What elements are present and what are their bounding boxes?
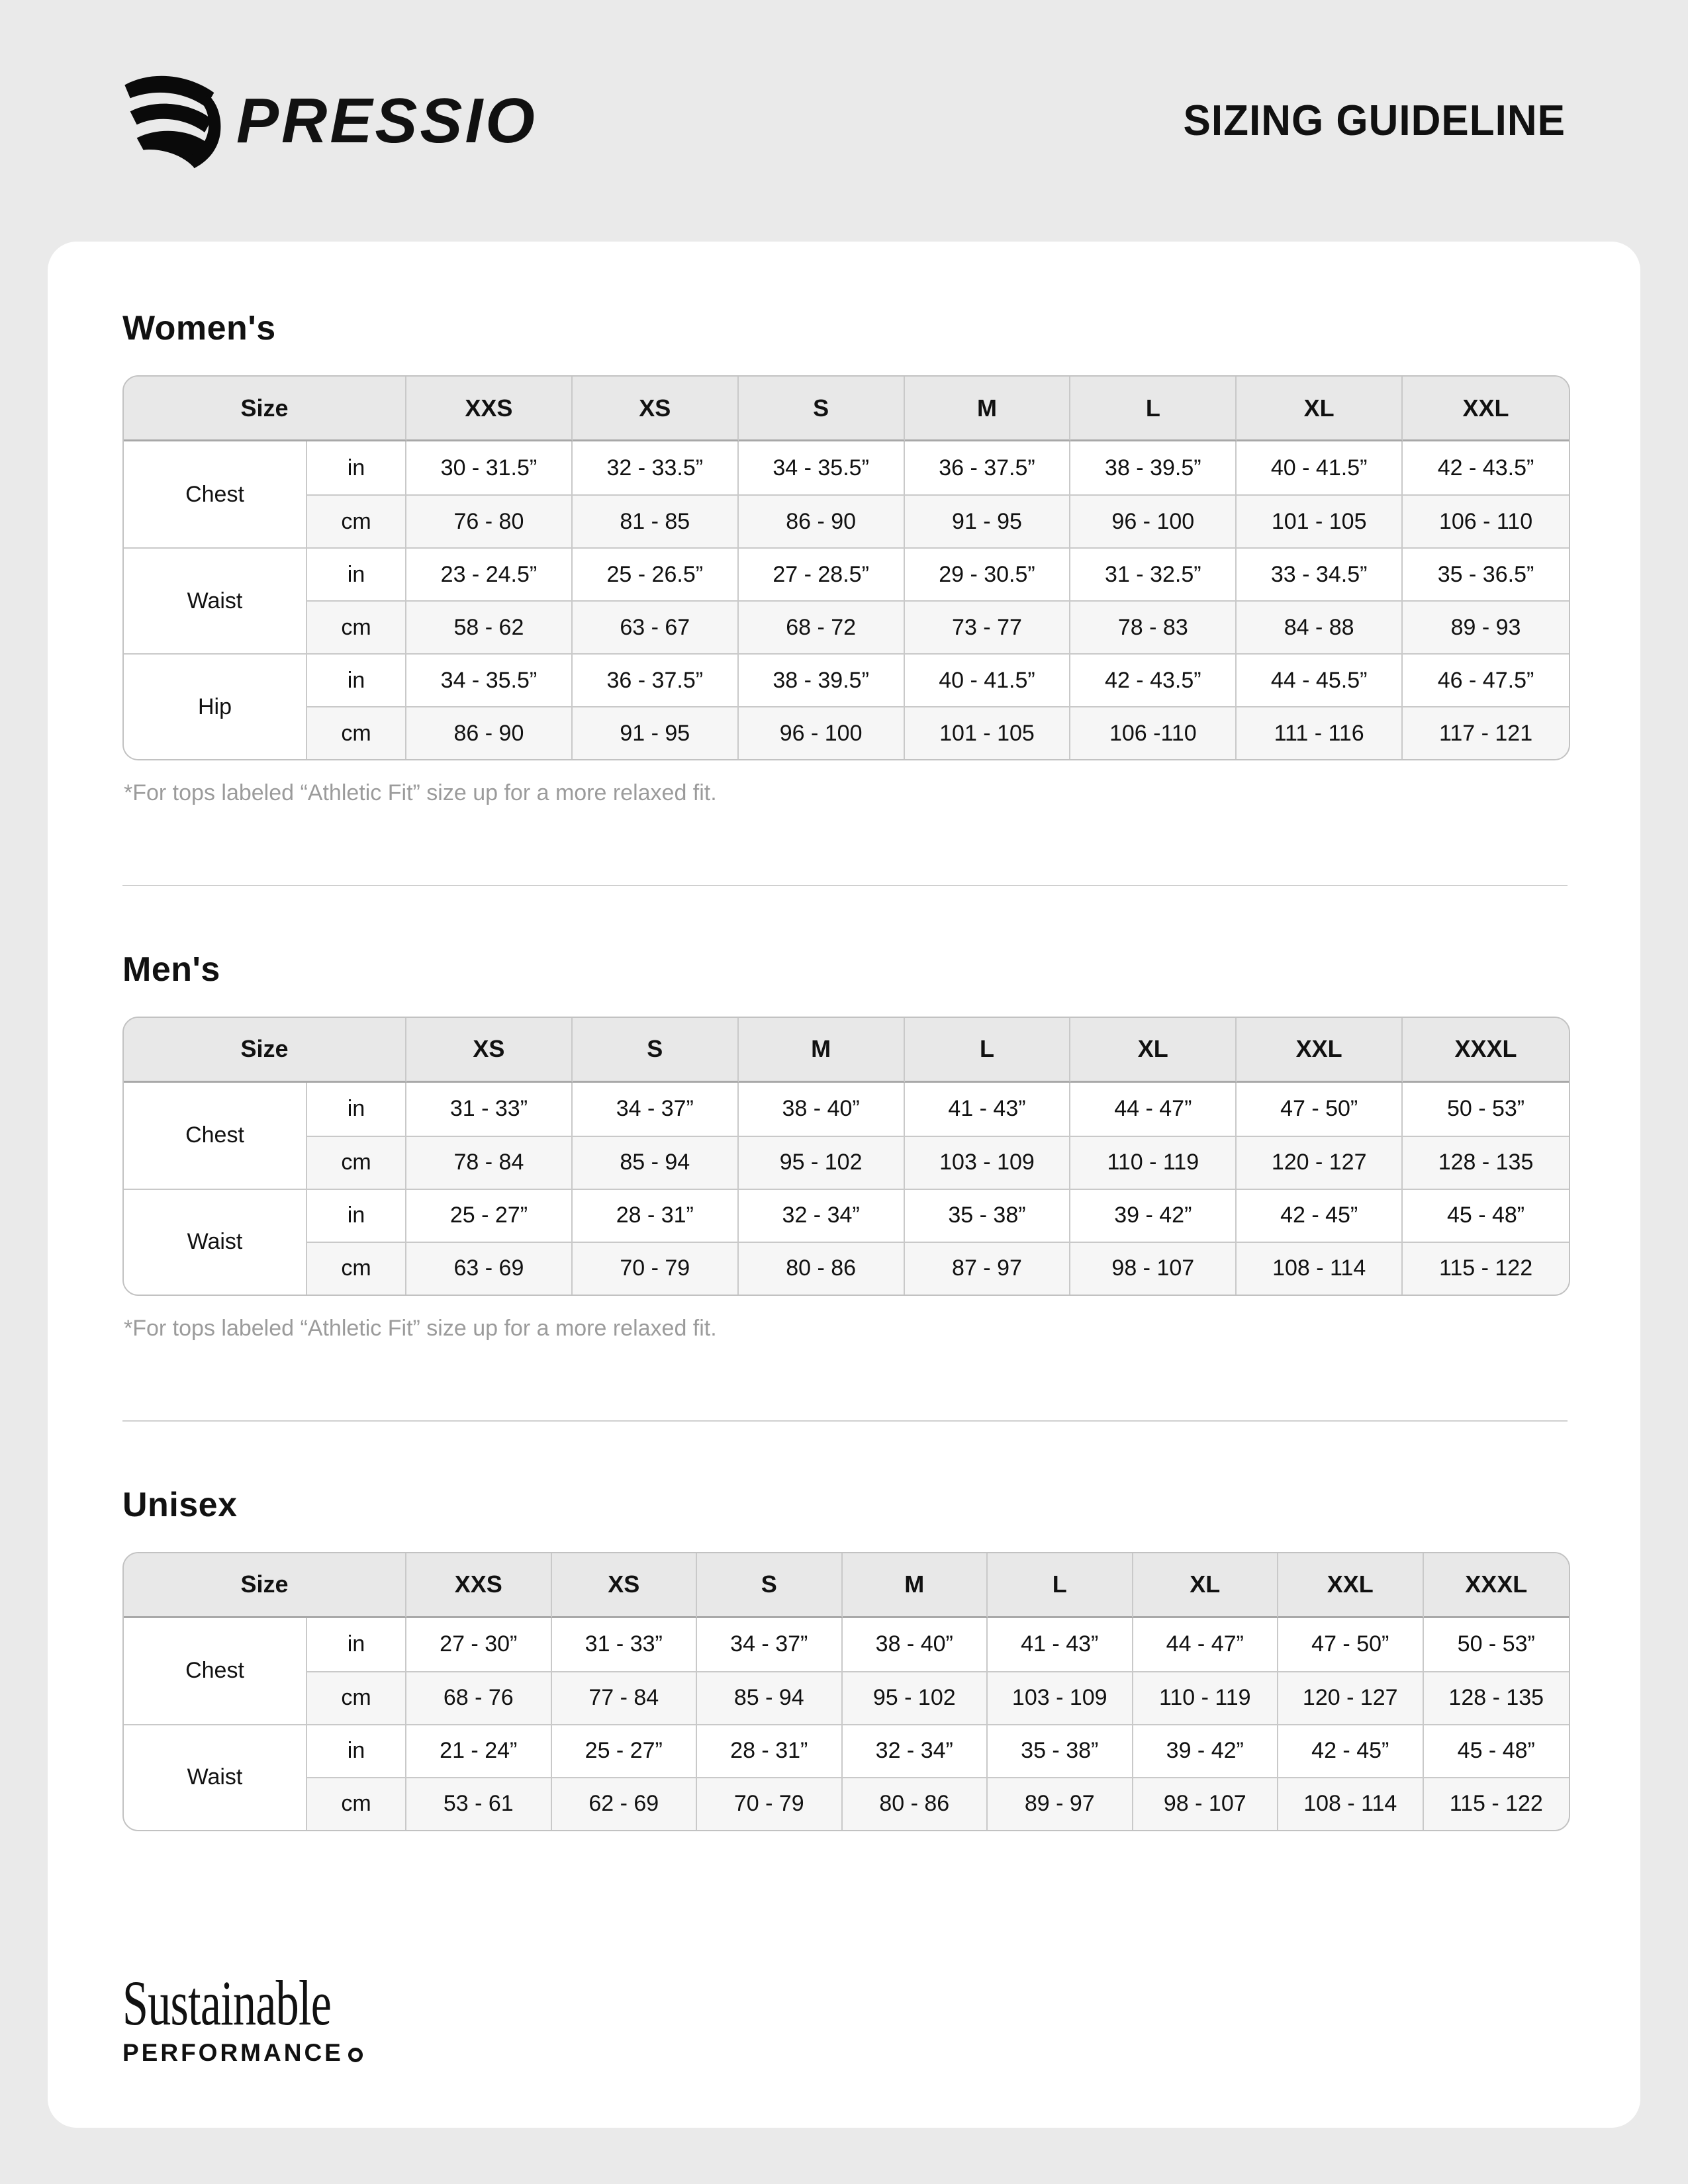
size-value-cell: 96 - 100 <box>739 706 905 759</box>
size-column-header: XS <box>406 1018 573 1083</box>
size-value-cell: 34 - 35.5” <box>406 653 573 706</box>
size-value-cell: 91 - 95 <box>573 706 739 759</box>
size-value-cell: 111 - 116 <box>1237 706 1403 759</box>
size-value-cell: 32 - 34” <box>843 1724 988 1777</box>
size-value-cell: 36 - 37.5” <box>573 653 739 706</box>
size-value-cell: 63 - 69 <box>406 1242 573 1295</box>
section-divider <box>122 885 1568 886</box>
size-value-cell: 34 - 37” <box>697 1618 843 1671</box>
brand-logo <box>122 69 538 173</box>
size-value-cell: 120 - 127 <box>1278 1671 1424 1724</box>
size-column-header: L <box>1070 377 1237 441</box>
size-column-header: XL <box>1237 377 1403 441</box>
size-value-cell: 70 - 79 <box>573 1242 739 1295</box>
size-value-cell: 28 - 31” <box>697 1724 843 1777</box>
size-value-cell: 96 - 100 <box>1070 494 1237 547</box>
size-value-cell: 38 - 39.5” <box>1070 441 1237 494</box>
section-divider <box>122 1420 1568 1422</box>
footer-wordmark-line2-row <box>122 2040 408 2065</box>
brand-name: PRESSIO <box>236 85 538 156</box>
size-value-cell: 108 - 114 <box>1278 1777 1424 1830</box>
pressio-wing-icon <box>122 69 222 173</box>
size-value-cell: 68 - 76 <box>406 1671 552 1724</box>
size-value-cell: 87 - 97 <box>905 1242 1071 1295</box>
size-value-cell: 25 - 27” <box>406 1189 573 1242</box>
size-value-cell: 41 - 43” <box>905 1083 1071 1136</box>
size-value-cell: 42 - 43.5” <box>1070 653 1237 706</box>
size-value-cell: 98 - 107 <box>1133 1777 1279 1830</box>
size-value-cell: 78 - 84 <box>406 1136 573 1189</box>
size-value-cell: 108 - 114 <box>1237 1242 1403 1295</box>
size-value-cell: 25 - 27” <box>552 1724 698 1777</box>
size-value-cell: 76 - 80 <box>406 494 573 547</box>
unit-label-cell: cm <box>307 494 406 547</box>
size-column-header: XS <box>552 1553 698 1618</box>
size-value-cell: 86 - 90 <box>739 494 905 547</box>
size-value-cell: 47 - 50” <box>1237 1083 1403 1136</box>
size-column-header: XL <box>1070 1018 1237 1083</box>
size-column-header: M <box>739 1018 905 1083</box>
size-value-cell: 42 - 45” <box>1278 1724 1424 1777</box>
size-value-cell: 110 - 119 <box>1133 1671 1279 1724</box>
size-value-cell: 50 - 53” <box>1424 1618 1570 1671</box>
size-value-cell: 73 - 77 <box>905 600 1071 653</box>
size-column-header: XXXL <box>1424 1553 1570 1618</box>
size-value-cell: 45 - 48” <box>1403 1189 1569 1242</box>
size-column-header: M <box>905 377 1071 441</box>
size-value-cell: 30 - 31.5” <box>406 441 573 494</box>
unisex-size-table <box>124 1553 1569 1830</box>
size-value-cell: 36 - 37.5” <box>905 441 1071 494</box>
size-value-cell: 27 - 30” <box>406 1618 552 1671</box>
size-value-cell: 38 - 40” <box>739 1083 905 1136</box>
size-value-cell: 106 - 110 <box>1403 494 1569 547</box>
footnote-mens: *For tops labeled “Athletic Fit” size up for a more relaxed fit. <box>124 1315 717 1341</box>
size-value-cell: 21 - 24” <box>406 1724 552 1777</box>
size-value-cell: 101 - 105 <box>905 706 1071 759</box>
size-value-cell: 128 - 135 <box>1403 1136 1569 1189</box>
size-column-header: S <box>573 1018 739 1083</box>
size-value-cell: 32 - 33.5” <box>573 441 739 494</box>
unisex-table-wrap <box>122 1552 1570 1831</box>
size-value-cell: 128 - 135 <box>1424 1671 1570 1724</box>
size-value-cell: 32 - 34” <box>739 1189 905 1242</box>
size-value-cell: 28 - 31” <box>573 1189 739 1242</box>
size-value-cell: 117 - 121 <box>1403 706 1569 759</box>
measure-label-cell: Hip <box>124 653 307 759</box>
size-value-cell: 103 - 109 <box>905 1136 1071 1189</box>
unit-label-cell: cm <box>307 1242 406 1295</box>
footer-wordmark-line2: PERFORMANCE <box>122 2039 344 2066</box>
size-column-header: M <box>843 1553 988 1618</box>
size-value-cell: 35 - 36.5” <box>1403 547 1569 600</box>
size-value-cell: 85 - 94 <box>573 1136 739 1189</box>
size-value-cell: 35 - 38” <box>905 1189 1071 1242</box>
size-column-header: XXL <box>1237 1018 1403 1083</box>
measure-label-cell: Chest <box>124 1618 307 1724</box>
unit-label-cell: cm <box>307 600 406 653</box>
size-column-header: S <box>739 377 905 441</box>
size-column-header: XL <box>1133 1553 1279 1618</box>
unit-label-cell: cm <box>307 1671 406 1724</box>
section-heading-womens: Women's <box>122 309 276 347</box>
section-mens <box>122 952 1566 1422</box>
womens-size-table <box>124 377 1569 759</box>
unit-label-cell: in <box>307 1083 406 1136</box>
measure-label-cell: Waist <box>124 547 307 653</box>
size-value-cell: 58 - 62 <box>406 600 573 653</box>
size-value-cell: 89 - 93 <box>1403 600 1569 653</box>
unit-label-cell: cm <box>307 706 406 759</box>
unit-label-cell: in <box>307 547 406 600</box>
size-value-cell: 39 - 42” <box>1070 1189 1237 1242</box>
size-column-header: S <box>697 1553 843 1618</box>
size-value-cell: 38 - 39.5” <box>739 653 905 706</box>
size-value-cell: 34 - 35.5” <box>739 441 905 494</box>
size-value-cell: 34 - 37” <box>573 1083 739 1136</box>
size-value-cell: 42 - 45” <box>1237 1189 1403 1242</box>
size-value-cell: 31 - 33” <box>552 1618 698 1671</box>
size-value-cell: 84 - 88 <box>1237 600 1403 653</box>
section-heading-unisex: Unisex <box>122 1485 238 1524</box>
size-value-cell: 80 - 86 <box>739 1242 905 1295</box>
size-value-cell: 80 - 86 <box>843 1777 988 1830</box>
size-value-cell: 25 - 26.5” <box>573 547 739 600</box>
measure-label-cell: Chest <box>124 441 307 547</box>
size-header-label: Size <box>124 1018 406 1083</box>
measure-label-cell: Waist <box>124 1189 307 1295</box>
size-column-header: XXL <box>1278 1553 1424 1618</box>
size-value-cell: 44 - 47” <box>1133 1618 1279 1671</box>
unit-label-cell: cm <box>307 1777 406 1830</box>
size-value-cell: 53 - 61 <box>406 1777 552 1830</box>
size-value-cell: 78 - 83 <box>1070 600 1237 653</box>
size-value-cell: 39 - 42” <box>1133 1724 1279 1777</box>
size-value-cell: 44 - 47” <box>1070 1083 1237 1136</box>
size-value-cell: 101 - 105 <box>1237 494 1403 547</box>
size-column-header: L <box>905 1018 1071 1083</box>
size-value-cell: 98 - 107 <box>1070 1242 1237 1295</box>
page-title: SIZING GUIDELINE <box>1183 97 1566 144</box>
section-heading-mens: Men's <box>122 950 220 989</box>
size-column-header: XXL <box>1403 377 1569 441</box>
size-value-cell: 115 - 122 <box>1403 1242 1569 1295</box>
size-value-cell: 63 - 67 <box>573 600 739 653</box>
size-value-cell: 29 - 30.5” <box>905 547 1071 600</box>
size-value-cell: 70 - 79 <box>697 1777 843 1830</box>
measure-label-cell: Chest <box>124 1083 307 1189</box>
footer-wordmark-line1: Sustainable <box>122 1968 332 2038</box>
unit-label-cell: in <box>307 441 406 494</box>
size-value-cell: 33 - 34.5” <box>1237 547 1403 600</box>
size-value-cell: 31 - 32.5” <box>1070 547 1237 600</box>
footnote-womens: *For tops labeled “Athletic Fit” size up for a more relaxed fit. <box>124 780 717 805</box>
size-value-cell: 40 - 41.5” <box>1237 441 1403 494</box>
unit-label-cell: cm <box>307 1136 406 1189</box>
size-value-cell: 81 - 85 <box>573 494 739 547</box>
size-value-cell: 120 - 127 <box>1237 1136 1403 1189</box>
size-header-label: Size <box>124 1553 406 1618</box>
size-value-cell: 103 - 109 <box>988 1671 1133 1724</box>
mens-size-table <box>124 1018 1569 1295</box>
size-column-header: XXXL <box>1403 1018 1569 1083</box>
size-value-cell: 44 - 45.5” <box>1237 653 1403 706</box>
size-value-cell: 45 - 48” <box>1424 1724 1570 1777</box>
size-value-cell: 110 - 119 <box>1070 1136 1237 1189</box>
size-value-cell: 38 - 40” <box>843 1618 988 1671</box>
size-value-cell: 95 - 102 <box>739 1136 905 1189</box>
size-value-cell: 62 - 69 <box>552 1777 698 1830</box>
content-card <box>48 242 1640 2128</box>
unit-label-cell: in <box>307 653 406 706</box>
size-value-cell: 86 - 90 <box>406 706 573 759</box>
size-header-label: Size <box>124 377 406 441</box>
size-value-cell: 31 - 33” <box>406 1083 573 1136</box>
unit-label-cell: in <box>307 1618 406 1671</box>
size-value-cell: 35 - 38” <box>988 1724 1133 1777</box>
size-column-header: XXS <box>406 1553 552 1618</box>
section-womens <box>122 311 1566 886</box>
size-value-cell: 42 - 43.5” <box>1403 441 1569 494</box>
size-value-cell: 115 - 122 <box>1424 1777 1570 1830</box>
unit-label-cell: in <box>307 1189 406 1242</box>
size-value-cell: 47 - 50” <box>1278 1618 1424 1671</box>
ring-period-icon <box>348 2048 363 2062</box>
size-value-cell: 50 - 53” <box>1403 1083 1569 1136</box>
measure-label-cell: Waist <box>124 1724 307 1830</box>
size-value-cell: 95 - 102 <box>843 1671 988 1724</box>
size-value-cell: 46 - 47.5” <box>1403 653 1569 706</box>
size-value-cell: 41 - 43” <box>988 1618 1133 1671</box>
mens-table-wrap <box>122 1017 1570 1296</box>
footer-logo <box>122 1968 408 2066</box>
section-unisex <box>122 1485 1566 1835</box>
size-column-header: L <box>988 1553 1133 1618</box>
size-value-cell: 91 - 95 <box>905 494 1071 547</box>
header <box>122 63 1566 179</box>
size-value-cell: 77 - 84 <box>552 1671 698 1724</box>
size-value-cell: 40 - 41.5” <box>905 653 1071 706</box>
size-column-header: XXS <box>406 377 573 441</box>
size-column-header: XS <box>573 377 739 441</box>
unit-label-cell: in <box>307 1724 406 1777</box>
size-value-cell: 106 -110 <box>1070 706 1237 759</box>
size-value-cell: 85 - 94 <box>697 1671 843 1724</box>
womens-table-wrap <box>122 375 1570 760</box>
size-value-cell: 89 - 97 <box>988 1777 1133 1830</box>
size-value-cell: 68 - 72 <box>739 600 905 653</box>
size-value-cell: 23 - 24.5” <box>406 547 573 600</box>
size-value-cell: 27 - 28.5” <box>739 547 905 600</box>
